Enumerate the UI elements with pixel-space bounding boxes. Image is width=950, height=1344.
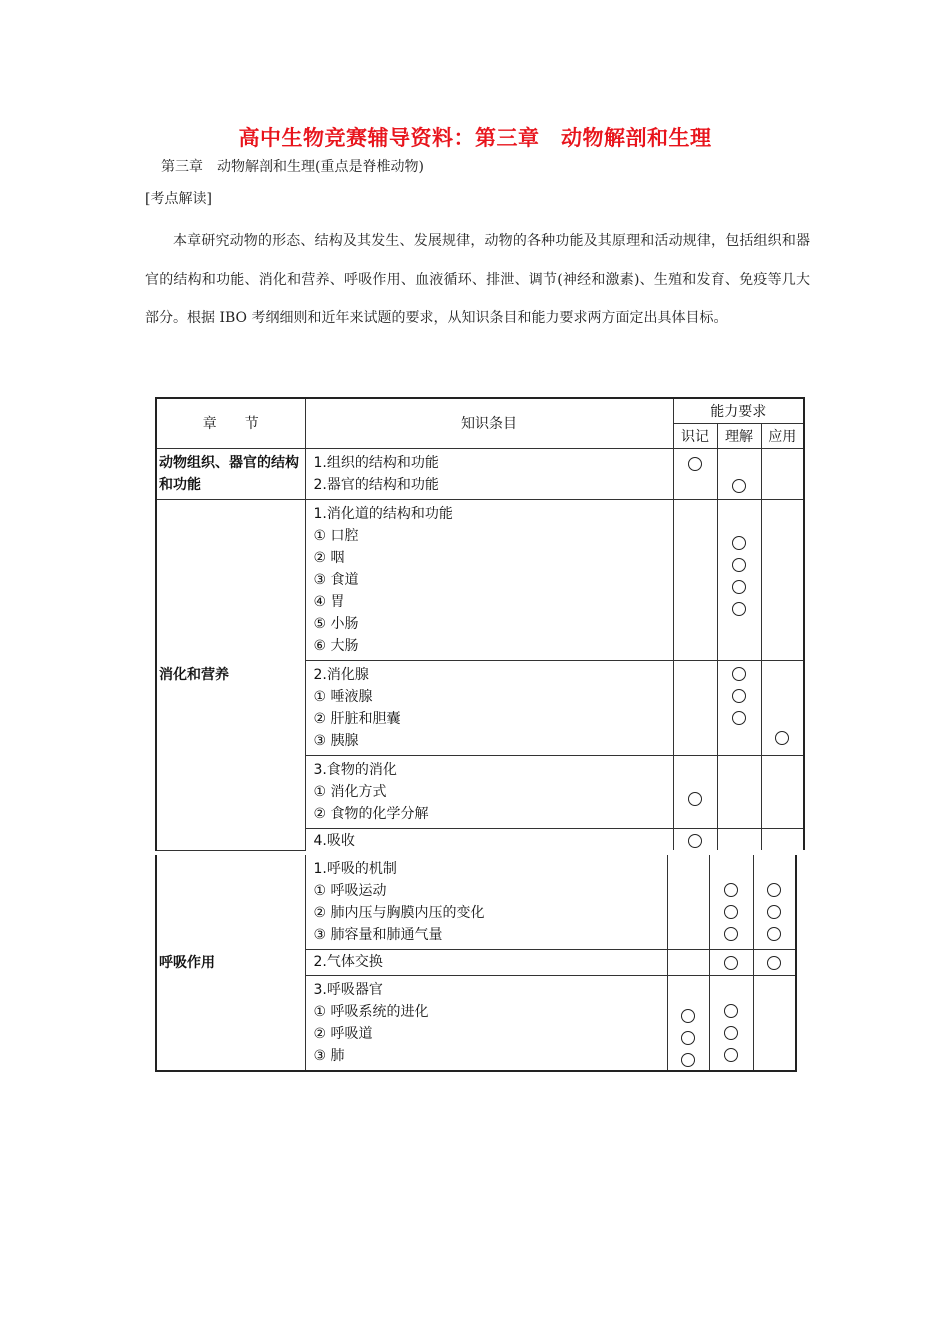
circle-mark bbox=[732, 558, 746, 572]
chapter-cell: 消化和营养 bbox=[156, 499, 305, 850]
apply-cell bbox=[753, 855, 796, 950]
knowledge-table-part2 bbox=[155, 855, 797, 1072]
circle-mark bbox=[681, 1053, 695, 1067]
document-title: 高中生物竞赛辅导资料：第三章 动物解剖和生理 bbox=[238, 126, 712, 150]
items-cell bbox=[305, 755, 673, 828]
circle-mark bbox=[724, 927, 738, 941]
section-label: [考点解读] bbox=[145, 191, 212, 207]
recall-cell bbox=[673, 499, 717, 660]
chapter-subtitle: 第三章 动物解剖和生理(重点是脊椎动物) bbox=[161, 159, 424, 175]
circle-mark bbox=[775, 731, 789, 745]
item-line: ② 咽 bbox=[313, 549, 345, 566]
item-line: ③ 肺容量和肺通气量 bbox=[313, 927, 443, 943]
header-recall: 识记 bbox=[673, 423, 717, 448]
circle-mark bbox=[732, 689, 746, 703]
items-cell bbox=[305, 950, 667, 976]
circle-mark bbox=[724, 1048, 738, 1062]
item-line: ⑤ 小肠 bbox=[313, 615, 359, 632]
recall-cell bbox=[667, 976, 709, 1072]
understand-cell bbox=[709, 976, 753, 1072]
item-line: ① 消化方式 bbox=[313, 783, 387, 800]
item-line: ③ 食道 bbox=[313, 571, 359, 588]
intro-paragraph: 本章研究动物的形态、结构及其发生、发展规律，动物的各种功能及其原理和活动规律，包括组织和器官的结构和功能、消化和营养、呼吸作用、血液循环、排泄、调节(神经和激素)、生殖和发育、免疫等几大部分。根据 IBO 考纲细则和近年来试题的要求，从知识条目和能力要求两方面定出具体目标。 bbox=[145, 233, 810, 326]
circle-mark bbox=[724, 1026, 738, 1040]
items-cell bbox=[305, 976, 667, 1072]
recall-cell bbox=[673, 755, 717, 828]
header-apply: 应用 bbox=[761, 423, 804, 448]
apply-cell bbox=[753, 976, 796, 1072]
circle-mark bbox=[724, 905, 738, 919]
item-line: ⑥ 大肠 bbox=[313, 637, 359, 654]
recall-cell bbox=[667, 855, 709, 950]
items-cell bbox=[305, 855, 667, 950]
circle-mark bbox=[767, 927, 781, 941]
items-cell bbox=[305, 499, 673, 660]
apply-cell bbox=[761, 828, 804, 850]
item-line: ① 口腔 bbox=[313, 527, 359, 544]
circle-mark bbox=[767, 956, 781, 970]
items-cell bbox=[305, 828, 673, 850]
item-line: 1.组织的结构和功能 bbox=[313, 454, 439, 471]
recall-cell bbox=[667, 950, 709, 976]
apply-cell bbox=[753, 950, 796, 976]
recall-cell bbox=[673, 828, 717, 850]
header-ability: 能力要求 bbox=[673, 398, 804, 423]
knowledge-table-part1 bbox=[155, 397, 805, 851]
item-line: ② 肝脏和胆囊 bbox=[313, 710, 401, 727]
chapter-cell: 动物组织、器官的结构和功能 bbox=[156, 448, 305, 499]
apply-cell bbox=[761, 755, 804, 828]
circle-mark bbox=[767, 883, 781, 897]
circle-mark bbox=[681, 1009, 695, 1023]
item-line: 2.消化腺 bbox=[313, 666, 369, 683]
understand-cell bbox=[709, 950, 753, 976]
item-line: ② 食物的化学分解 bbox=[313, 805, 429, 822]
understand-cell bbox=[717, 499, 761, 660]
understand-cell bbox=[709, 855, 753, 950]
apply-cell bbox=[761, 660, 804, 755]
item-line: 2.器官的结构和功能 bbox=[313, 476, 439, 493]
recall-cell bbox=[673, 448, 717, 499]
apply-cell bbox=[761, 499, 804, 660]
circle-mark bbox=[724, 883, 738, 897]
header-items: 知识条目 bbox=[305, 398, 673, 448]
item-line: ③ 肺 bbox=[313, 1048, 345, 1064]
item-line: 3.食物的消化 bbox=[313, 761, 397, 778]
circle-mark bbox=[732, 667, 746, 681]
understand-cell bbox=[717, 660, 761, 755]
understand-cell bbox=[717, 448, 761, 499]
circle-mark bbox=[681, 1031, 695, 1045]
item-line: ② 呼吸道 bbox=[313, 1026, 373, 1042]
item-line: 4.吸收 bbox=[313, 832, 355, 849]
items-cell bbox=[305, 448, 673, 499]
recall-cell bbox=[673, 660, 717, 755]
circle-mark bbox=[767, 905, 781, 919]
circle-mark bbox=[688, 792, 702, 806]
circle-mark bbox=[732, 479, 746, 493]
item-line: ① 唾液腺 bbox=[313, 688, 373, 705]
circle-mark bbox=[688, 834, 702, 848]
header-understand: 理解 bbox=[717, 423, 761, 448]
item-line: ③ 胰腺 bbox=[313, 732, 359, 749]
item-line: 1.消化道的结构和功能 bbox=[313, 505, 453, 522]
circle-mark bbox=[732, 580, 746, 594]
circle-mark bbox=[732, 711, 746, 725]
item-line: 3.呼吸器官 bbox=[313, 982, 383, 998]
item-line: ② 肺内压与胸膜内压的变化 bbox=[313, 905, 485, 921]
circle-mark bbox=[732, 602, 746, 616]
understand-cell bbox=[717, 755, 761, 828]
chapter-cell: 呼吸作用 bbox=[156, 855, 305, 1071]
item-line: ① 呼吸系统的进化 bbox=[313, 1004, 429, 1020]
circle-mark bbox=[724, 956, 738, 970]
circle-mark bbox=[732, 536, 746, 550]
header-chapter: 章 节 bbox=[156, 398, 305, 448]
items-cell bbox=[305, 660, 673, 755]
item-line: ① 呼吸运动 bbox=[313, 883, 387, 899]
circle-mark bbox=[724, 1004, 738, 1018]
apply-cell bbox=[761, 448, 804, 499]
item-line: 1.呼吸的机制 bbox=[313, 861, 397, 877]
circle-mark bbox=[688, 457, 702, 471]
item-line: 2.气体交换 bbox=[313, 954, 383, 970]
understand-cell bbox=[717, 828, 761, 850]
item-line: ④ 胃 bbox=[313, 593, 345, 610]
